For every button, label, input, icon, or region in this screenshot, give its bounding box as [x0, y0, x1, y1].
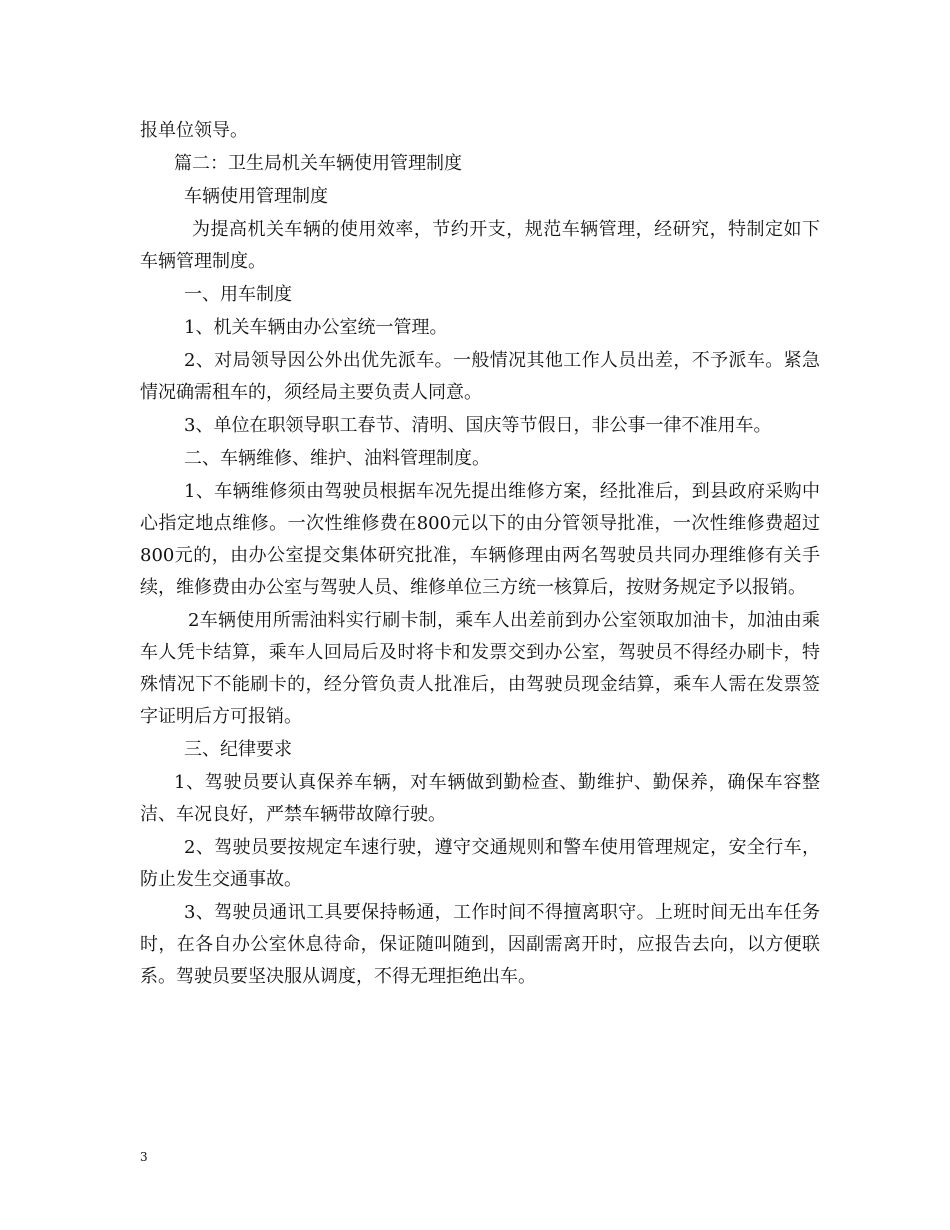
paragraph-item: 3、驾驶员通讯工具要保持畅通，工作时间不得擅离职守。上班时间无出车任务时，在各自办公室休息待命，保证随叫随到，因副需离开时，应报告去向，以方便联系。驾驶员要坚决服从调度，不得无理拒绝出车。 [140, 902, 820, 987]
heading-maintenance: 二、车辆维修、维护、油料管理制度。 [184, 448, 490, 469]
paragraph-continuation: 报单位领导。 [140, 120, 248, 141]
paragraph-intro: 为提高机关车辆的使用效率，节约开支，规范车辆管理，经研究，特制定如下车辆管理制度。 [140, 219, 820, 272]
document-title: 车辆使用管理制度 [184, 186, 328, 207]
paragraph-item: 1、车辆维修须由驾驶员根据车况先提出维修方案，经批准后，到县政府采购中心指定地点维修。一次性维修费在800元以下的由分管领导批准，一次性维修费超过800元的，由办公室提交集体研究批准，车辆修理由两名驾驶员共同办理维修有关手续，维修费由办公室与驾驶人员、维修单位三方统一核算后，按财务规定予以报销。 [140, 481, 820, 598]
paragraph-item: 1、机关车辆由办公室统一管理。 [184, 317, 448, 338]
paragraph-item: 2车辆使用所需油料实行刷卡制，乘车人出差前到办公室领取加油卡，加油由乘车人凭卡结算，乘车人回局后及时将卡和发票交到办公室，驾驶员不得经办刷卡，特殊情况下不能刷卡的，经分管负责人批准后，由驾驶员现金结算，乘车人需在发票签字证明后方可报销。 [140, 610, 820, 727]
document-body [140, 115, 820, 994]
paragraph-item: 3、单位在职领导职工春节、清明、国庆等节假日，非公事一律不准用车。 [184, 415, 772, 436]
paragraph-item: 2、驾驶员要按规定车速行驶，遵守交通规则和警车使用管理规定，安全行车，防止发生交通事故。 [140, 837, 820, 890]
heading-vehicle-use: 一、用车制度 [184, 284, 292, 305]
section-title: 篇二：卫生局机关车辆使用管理制度 [174, 153, 462, 174]
paragraph-item: 1、驾驶员要认真保养车辆，对车辆做到勤检查、勤维护、勤保养，确保车容整洁、车况良好，严禁车辆带故障行驶。 [140, 772, 820, 825]
paragraph-item: 2、对局领导因公外出优先派车。一般情况其他工作人员出差，不予派车。紧急情况确需租车的，须经局主要负责人同意。 [140, 350, 820, 403]
page-number: 3 [140, 1150, 148, 1164]
heading-discipline: 三、纪律要求 [184, 739, 292, 760]
